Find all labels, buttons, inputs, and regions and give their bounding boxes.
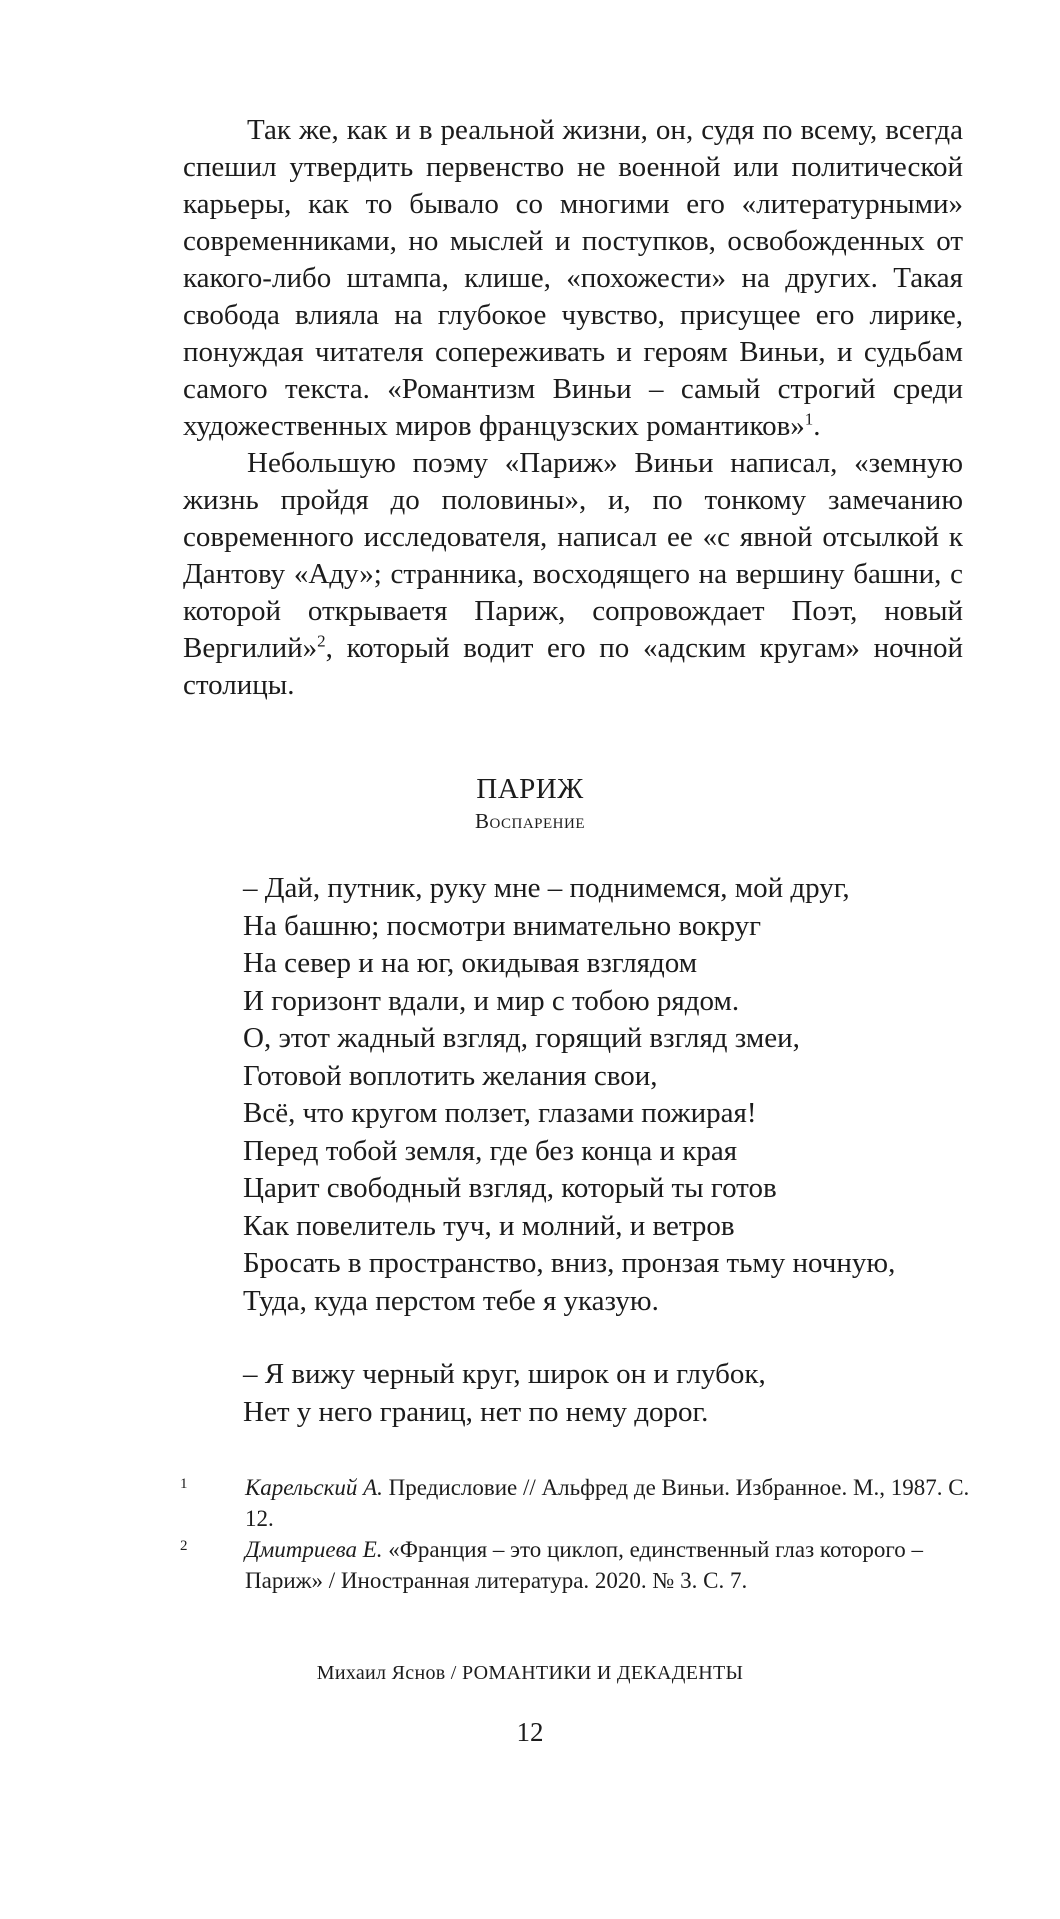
paragraph-text: Так же, как и в реальной жизни, он, судя по всему, всегда спешил утвердить первенство не военной или политической карьеры, как то бывало со многими его «литературными» современниками, но мыслей и поступков, освобожденных от какого-либо штампа, клише, «похожести» на других. Такая свобода влияла на глубокое чувство, присущее его лирике, понуждая читателя сопереживать и героям Виньи, и судьбам самого текста. «Романтизм Виньи – самый строгий среди художественных миров французских романтиков» [183, 114, 963, 442]
footnote-ref-2[interactable]: 2 [317, 631, 326, 651]
footnote-author: Карельский А. [245, 1475, 383, 1500]
poem-line: – Я вижу черный круг, широк он и глубок, [243, 1358, 766, 1390]
poem-line: – Дай, путник, руку мне – поднимемся, мой друг, [243, 872, 850, 904]
poem-title: ПАРИЖ [476, 773, 584, 805]
poem-line: Как повелитель туч, и молний, и ветров [243, 1209, 735, 1242]
poem-line: И горизонт вдали, и мир с тобою рядом. [243, 984, 740, 1017]
footnote-number: 1 [180, 1476, 188, 1492]
prose-block [183, 112, 963, 704]
poem-stanza-1 [243, 870, 1003, 1320]
poem-line: На башню; посмотри внимательно вокруг [243, 909, 762, 942]
paragraph [183, 445, 963, 704]
footnote-number: 2 [180, 1538, 188, 1554]
paragraph [183, 112, 963, 445]
poem-line: Царит свободный взгляд, который ты готов [243, 1172, 777, 1204]
poem-line: О, этот жадный взгляд, горящий взгляд змеи, [243, 1022, 800, 1054]
poem-line: Туда, куда перстом тебе я указую. [243, 1284, 659, 1317]
paragraph-tail: . [813, 410, 821, 442]
poem-line: Перед тобой земля, где без конца и края [243, 1134, 738, 1167]
poem-line: На север и на юг, окидывая взглядом [243, 947, 698, 979]
poem-subtitle: Воспарение [474, 809, 586, 833]
running-footer: Михаил Яснов / РОМАНТИКИ И ДЕКАДЕНТЫ [316, 1662, 744, 1684]
page-number: 12 [516, 1717, 544, 1747]
footnote-1 [180, 1472, 970, 1534]
footnote-text: Предисловие // Альфред де Виньи. Избранное. М., 1987. С. 12. [245, 1475, 970, 1531]
poem-line: Нет у него границ, нет по нему дорог. [243, 1395, 709, 1428]
footnote-2 [180, 1534, 970, 1596]
footnote-ref-1[interactable]: 1 [804, 409, 814, 429]
footnotes [180, 1472, 970, 1596]
paragraph-text: Небольшую поэму «Париж» Виньи написал, «земную жизнь пройдя до половины», и, по тонкому замечанию современного исследователя, написал ее «с явной отсылкой к Дантову «Аду»; странника, восходящего на вершину башни, с которой открываетя Париж, сопровождает Поэт, новый Вергилий» [183, 447, 963, 664]
poem-stanza-2 [243, 1356, 1003, 1431]
footnote-author: Дмитриева Е. [245, 1537, 383, 1562]
poem-line: Всё, что кругом ползет, глазами пожирая! [243, 1097, 757, 1129]
poem-line: Готовой воплотить желания свои, [243, 1059, 658, 1092]
poem-line: Бросать в пространство, вниз, пронзая тьму ночную, [243, 1247, 896, 1279]
paragraph-tail: , который водит его по «адским кругам» ночной столицы. [183, 632, 963, 701]
footnote-text: «Франция – это циклоп, единственный глаз которого – Париж» / Иностранная литература. 2020. № 3. С. 7. [245, 1537, 923, 1593]
